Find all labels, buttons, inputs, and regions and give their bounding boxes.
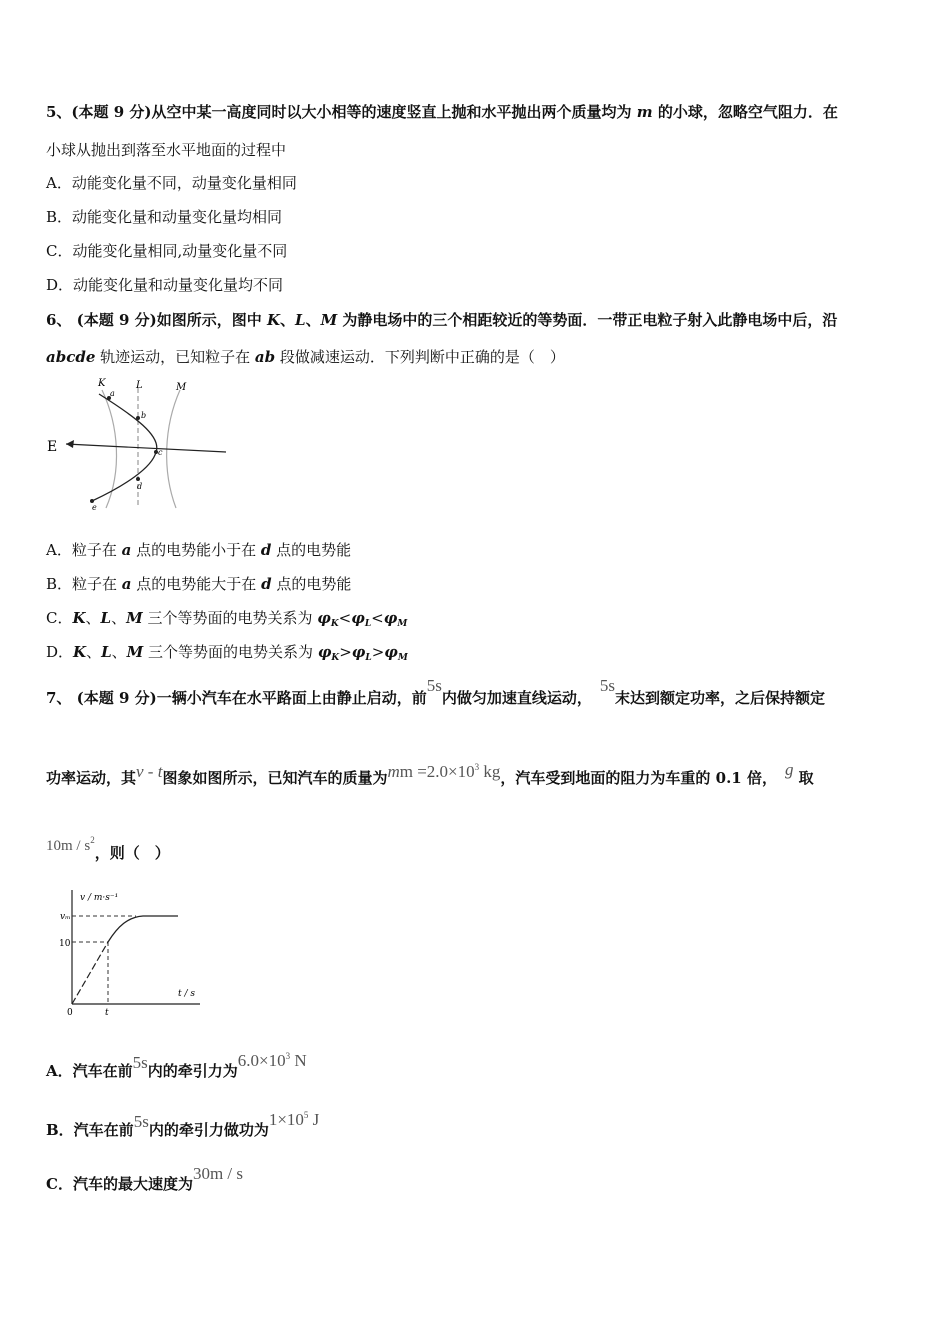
q7-vt-graph <box>58 886 208 1018</box>
q5-option-c: C．动能变化量相同,动量变化量不同 <box>46 242 288 260</box>
label-d: d <box>137 482 143 491</box>
q7-option-b: B．汽车在前5s内的牵引力做功为$1\times 10^5$ J <box>46 1110 320 1139</box>
q7-option-a: A．汽车在前5s内的牵引力为$6.0\times 10^3$ N <box>46 1051 307 1080</box>
q5-option-d: D．动能变化量和动量变化量均不同 <box>46 276 284 294</box>
v10-label: 10 <box>59 939 71 949</box>
origin-label: 0 <box>67 1008 73 1018</box>
label-e: E <box>47 439 58 455</box>
q6-option-a: A．粒子在 a 点的电势能小于在 d 点的电势能 <box>46 541 352 559</box>
label-c: c <box>158 448 163 457</box>
q6-stem-line2: abcde 轨迹运动，已知粒子在 ab 段做减速运动．下列判断中正确的是（ ） <box>46 348 565 366</box>
q6-stem-line1: 6、 (本题 9 分)如图所示，图中 K、L、M 为静电场中的三个相距较近的等势面．一带正电粒子射入此静电场中后，沿 <box>46 311 838 329</box>
q5-option-a: A．动能变化量不同，动量变化量相同 <box>46 174 297 192</box>
t-tick-label: t <box>105 1008 109 1018</box>
label-m: M <box>176 382 187 393</box>
q7-stem-line2: 功率运动，其v - t图象如图所示，已知汽车的质量为mm $=2.0\times 10^3$ kg，汽车受到地面的阻力为车重的 0.1 倍， g 取 <box>46 760 814 787</box>
label-a: a <box>110 389 115 398</box>
label-b: b <box>141 411 147 420</box>
label-l: L <box>136 380 143 391</box>
label-e-point: e <box>92 503 97 512</box>
q5-option-b: B．动能变化量和动量变化量均相同 <box>46 208 283 226</box>
q6-option-c: C．K、L、M 三个等势面的电势关系为 $\varphi_K<\varphi_L<\varphi_M$ <box>46 609 408 629</box>
vm-label: vₘ <box>60 912 71 922</box>
label-k: K <box>98 378 106 389</box>
q6-field-figure <box>44 376 234 514</box>
q7-stem-line1: 7、 (本题 9 分)一辆小汽车在水平路面上由静止启动，前5s内做匀加速直线运动，5s末达到额定功率，之后保持额定 <box>46 676 826 707</box>
q7-option-c: C．汽车的最大速度为30m / s <box>46 1164 244 1193</box>
y-axis-label: v / m·s⁻¹ <box>80 893 119 903</box>
x-axis-label: t / s <box>178 989 195 999</box>
q5-stem-line2: 小球从抛出到落至水平地面的过程中 <box>46 141 287 159</box>
q6-option-d: D．K、L、M 三个等势面的电势关系为 $\varphi_K>\varphi_L>\varphi_M$ <box>46 643 408 663</box>
q5-stem-line1: 5、(本题 9 分)从空中某一高度同时以大小相等的速度竖直上抛和水平抛出两个质量均为 m 的小球，忽略空气阻力．在 <box>46 103 838 121</box>
q6-option-b: B．粒子在 a 点的电势能大于在 d 点的电势能 <box>46 575 352 593</box>
q7-stem-line3: $10m / s^2$，则（ ） <box>46 835 170 862</box>
